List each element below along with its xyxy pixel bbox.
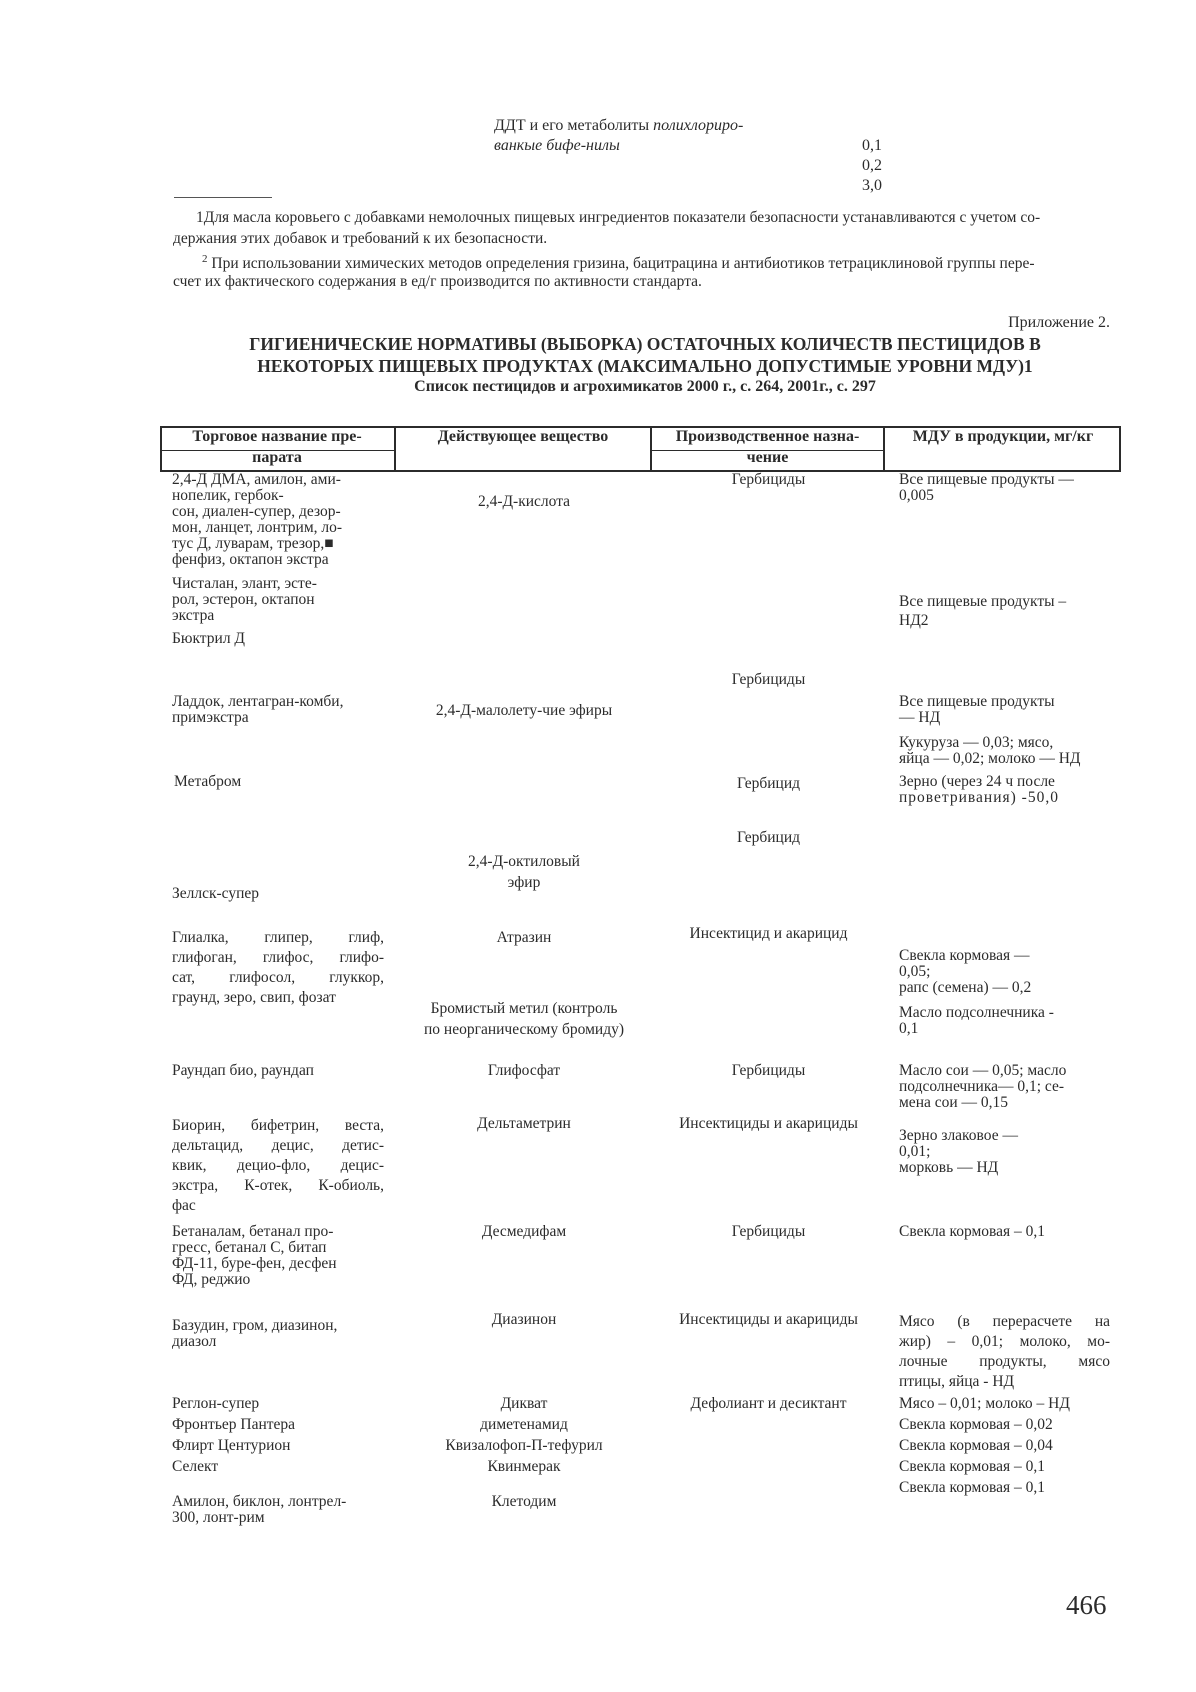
trade-9-line: Биорин, бифетрин, веста, — [172, 1117, 384, 1134]
mdu-2-line: Все пищевые продукты – — [899, 593, 1067, 610]
mdu-9-line: Зерно злаковое — — [899, 1127, 1018, 1144]
purpose-4: Гербицид — [736, 829, 801, 846]
mdu-6-line: Свекла кормовая — — [899, 947, 1030, 964]
trade-16-line: 300, лонт-рим — [172, 1509, 265, 1526]
trade-name-12: Реглон-супер — [172, 1395, 260, 1412]
substance-3-line: 2,4-Д-октиловый — [468, 853, 580, 870]
substance-14: Клетодим — [491, 1493, 557, 1510]
trade-10-line: гресс, бетанал С, битап — [172, 1239, 327, 1256]
trade-1-line: фенфиз, октапон экстра — [172, 551, 329, 568]
footnote-1-cont: держания этих добавок и требований к их безопасности. — [173, 230, 548, 247]
page-number: 466 — [1066, 1590, 1107, 1620]
mdu-8-line: мена сои — 0,15 — [899, 1094, 1009, 1111]
trade-4-line: Ладдок, лентагран-комби, — [172, 693, 344, 710]
trade-name-5: Метабром — [174, 773, 242, 790]
trade-name-16 — [172, 1494, 346, 1526]
trade-1-line: мон, ланцет, лонтрим, ло- — [172, 519, 343, 536]
mdu-3-line: Все пищевые продукты — [899, 693, 1055, 710]
trade-9-line: фас — [172, 1197, 196, 1214]
substance-2: 2,4-Д-малолету-чие эфиры — [435, 702, 613, 719]
substance-3 — [396, 851, 652, 893]
substance-5 — [396, 998, 652, 1040]
trade-name-3: Бюктрил Д — [172, 630, 245, 647]
substance-6: Глифосфат — [487, 1062, 561, 1079]
header-trade-a: Торговое название пре- — [192, 428, 362, 445]
mdu-8-line: подсолнечника— 0,1; се- — [899, 1078, 1065, 1095]
purpose-3: Гербицид — [736, 775, 801, 792]
trade-name-9 — [172, 1116, 384, 1216]
trade-10-line: ФД, реджио — [172, 1271, 251, 1288]
mdu-3 — [899, 694, 1055, 726]
header-mdu-text: МДУ в продукции, мг/кг — [912, 428, 1094, 445]
mdu-8 — [899, 1063, 1066, 1111]
trade-7-line: Глиалка, глипер, глиф, — [172, 929, 384, 946]
trade-name-8: Раундап био, раундап — [172, 1062, 314, 1079]
mdu-4-line: Кукуруза — 0,03; мясо, — [899, 734, 1054, 751]
substance-8: Десмедифам — [481, 1223, 567, 1240]
footnote-2-cont: счет их фактического содержания в ед/г производится по активности стандарта. — [173, 273, 702, 290]
mdu-9-line: 0,01; — [899, 1143, 931, 1160]
header-purpose-a: Производственное назна- — [675, 428, 860, 445]
footnote-1: 1Для масла коровьего с добавками немолочных пищевых ингредиентов показатели безопасности устанавливаются с учетом со- — [196, 209, 1041, 226]
substance-1: 2,4-Д-кислота — [477, 493, 571, 510]
ddt-line-1 — [494, 117, 743, 134]
mdu-15: Свекла кормовая – 0,1 — [899, 1458, 1046, 1475]
mdu-3-line: — НД — [899, 709, 941, 726]
mdu-7-line: 0,1 — [899, 1020, 919, 1037]
trade-name-7 — [172, 928, 384, 1008]
substance-13: Квинмерак — [487, 1458, 561, 1475]
mdu-11-line: лочные продукты, мясо — [899, 1353, 1110, 1370]
mdu-14: Свекла кормовая – 0,04 — [899, 1437, 1053, 1454]
mdu-11-line: жир) – 0,01; молоко, мо- — [899, 1333, 1110, 1350]
header-mdu — [885, 426, 1121, 472]
purpose-5: Инсектицид и акарицид — [689, 925, 848, 942]
footnote-2-mark: 2 — [202, 253, 208, 265]
mdu-2 — [899, 592, 1066, 630]
mdu-2-line: НД2 — [899, 612, 929, 629]
mdu-9-line: морковь — НД — [899, 1159, 999, 1176]
trade-1-line: тус Д, луварам, трезор,■ — [172, 535, 334, 552]
ddt-italic-1: полихлориро- — [653, 117, 744, 134]
mdu-16: Свекла кормовая – 0,1 — [899, 1479, 1046, 1496]
purpose-10: Дефолиант и десиктант — [690, 1395, 847, 1412]
trade-name-13: Фронтьер Пантера — [172, 1416, 296, 1433]
trade-name-10 — [172, 1224, 384, 1288]
mdu-9 — [899, 1128, 1018, 1176]
purpose-8: Гербициды — [731, 1223, 806, 1240]
mdu-12: Мясо – 0,01; молоко – НД — [899, 1395, 1070, 1412]
trade-10-line: Бетаналам, бетанал про- — [172, 1223, 334, 1240]
substance-5-line: Бромистый метил (контроль — [430, 1000, 618, 1017]
appendix-label: Приложение 2. — [1008, 314, 1110, 331]
value-1: 0,1 — [862, 137, 882, 154]
header-trade-divider — [160, 450, 396, 451]
substance-7: Дельтаметрин — [477, 1115, 571, 1132]
mdu-8-line: Масло сои — 0,05; масло — [899, 1062, 1067, 1079]
mdu-1-line: 0,005 — [899, 487, 934, 504]
trade-7-line: глифоган, глифос, глифо- — [172, 949, 384, 966]
mdu-5 — [899, 774, 1059, 806]
mdu-13: Свекла кормовая – 0,02 — [899, 1416, 1053, 1433]
purpose-1: Гербициды — [731, 471, 806, 488]
substance-11: диметенамид — [480, 1416, 568, 1433]
header-purpose-b: чение — [746, 449, 789, 466]
header-trade-name — [160, 426, 396, 472]
trade-name-2 — [172, 576, 384, 624]
mdu-1-line: Все пищевые продукты — — [899, 471, 1074, 488]
trade-7-line: граунд, зеро, свип, фозат — [172, 989, 336, 1006]
mdu-11 — [899, 1312, 1110, 1392]
purpose-2: Гербициды — [731, 671, 806, 688]
mdu-6 — [899, 948, 1031, 996]
substance-4: Атразин — [496, 929, 552, 946]
trade-name-15: Селект — [172, 1458, 219, 1475]
mdu-4-line: яйца — 0,02; молоко — НД — [899, 750, 1081, 767]
purpose-7: Инсектициды и акарициды — [679, 1115, 858, 1132]
trade-9-line: дельтацид, децис, детис- — [172, 1137, 384, 1154]
mdu-11-line: Мясо (в перерасчете на — [899, 1313, 1110, 1330]
trade-name-14: Флирт Центурион — [172, 1437, 291, 1454]
substance-3-line: эфир — [507, 874, 541, 891]
trade-name-4 — [172, 694, 343, 726]
trade-2-line: экстра — [172, 607, 215, 624]
trade-2-line: Чисталан, элант, эсте- — [172, 575, 317, 592]
trade-2-line: рол, эстерон, октапон — [172, 591, 315, 608]
mdu-1 — [899, 472, 1074, 504]
value-3: 3,0 — [862, 177, 882, 194]
trade-1-line: 2,4-Д ДМА, амилон, ами- — [172, 471, 341, 488]
trade-10-line: ФД-11, буре-фен, десфен — [172, 1255, 337, 1272]
trade-name-6: Зеллск-супер — [172, 885, 260, 902]
trade-11-line: Базудин, гром, диазинон, — [172, 1317, 338, 1334]
footnote-separator — [174, 197, 272, 198]
trade-4-line: примэкстра — [172, 709, 249, 726]
mdu-6-line: 0,05; — [899, 963, 931, 980]
trade-1-line: сон, диален-супер, дезор- — [172, 503, 341, 520]
substance-5-line: по неорганическому бромиду) — [424, 1021, 624, 1038]
appendix-title-line-1: ГИГИЕНИЧЕСКИЕ НОРМАТИВЫ (ВЫБОРКА) ОСТАТОЧНЫХ КОЛИЧЕСТВ ПЕСТИЦИДОВ В — [249, 334, 1041, 354]
purpose-9: Инсектициды и акарициды — [679, 1311, 858, 1328]
substance-10: Дикват — [500, 1395, 548, 1412]
mdu-7 — [899, 1005, 1054, 1037]
trade-9-line: экстра, К-отек, К-обиоль, — [172, 1177, 384, 1194]
header-substance — [396, 426, 652, 472]
mdu-6-line: рапс (семена) — 0,2 — [899, 979, 1032, 996]
mdu-5-line: Зерно (через 24 ч после — [899, 773, 1055, 790]
trade-9-line: квик, децио-фло, децис- — [172, 1157, 384, 1174]
appendix-title-line-2: НЕКОТОРЫХ ПИЩЕВЫХ ПРОДУКТАХ (МАКСИМАЛЬНО ДОПУСТИМЫЕ УРОВНИ МДУ)1 — [257, 356, 1033, 376]
footnote-2-text: При использовании химических методов определения гризина, бацитрацина и антибиотиков тетрациклиновой группы пере- — [211, 255, 1035, 273]
ddt-label: ДДТ и его метаболиты — [494, 117, 650, 134]
value-2: 0,2 — [862, 157, 882, 174]
header-trade-b: парата — [252, 449, 302, 466]
substance-9: Диазинон — [491, 1311, 557, 1328]
header-purpose-divider — [652, 450, 885, 451]
substance-12: Квизалофоп-П-тефурил — [445, 1437, 603, 1454]
mdu-5-line: проветривания) -50,0 — [899, 789, 1059, 806]
mdu-11-line: птицы, яйца - НД — [899, 1373, 1015, 1390]
mdu-10: Свекла кормовая – 0,1 — [899, 1223, 1046, 1240]
header-substance-text: Действующее вещество — [437, 428, 609, 445]
header-purpose — [652, 426, 885, 472]
trade-7-line: сат, глифосол, глуккор, — [172, 969, 384, 986]
trade-16-line: Амилон, биклон, лонтрел- — [172, 1493, 347, 1510]
trade-1-line: нопелик, гербок- — [172, 487, 284, 504]
trade-name-1 — [172, 472, 384, 568]
mdu-7-line: Масло подсолнечника - — [899, 1004, 1054, 1021]
ddt-line-2: ванкые бифе-нилы — [494, 137, 620, 154]
appendix-subtitle: Список пестицидов и агрохимикатов 2000 г., с. 264, 2001г., с. 297 — [414, 378, 876, 395]
mdu-4 — [899, 735, 1081, 767]
trade-11-line: диазол — [172, 1333, 217, 1350]
trade-name-11 — [172, 1318, 337, 1350]
purpose-6: Гербициды — [731, 1062, 806, 1079]
